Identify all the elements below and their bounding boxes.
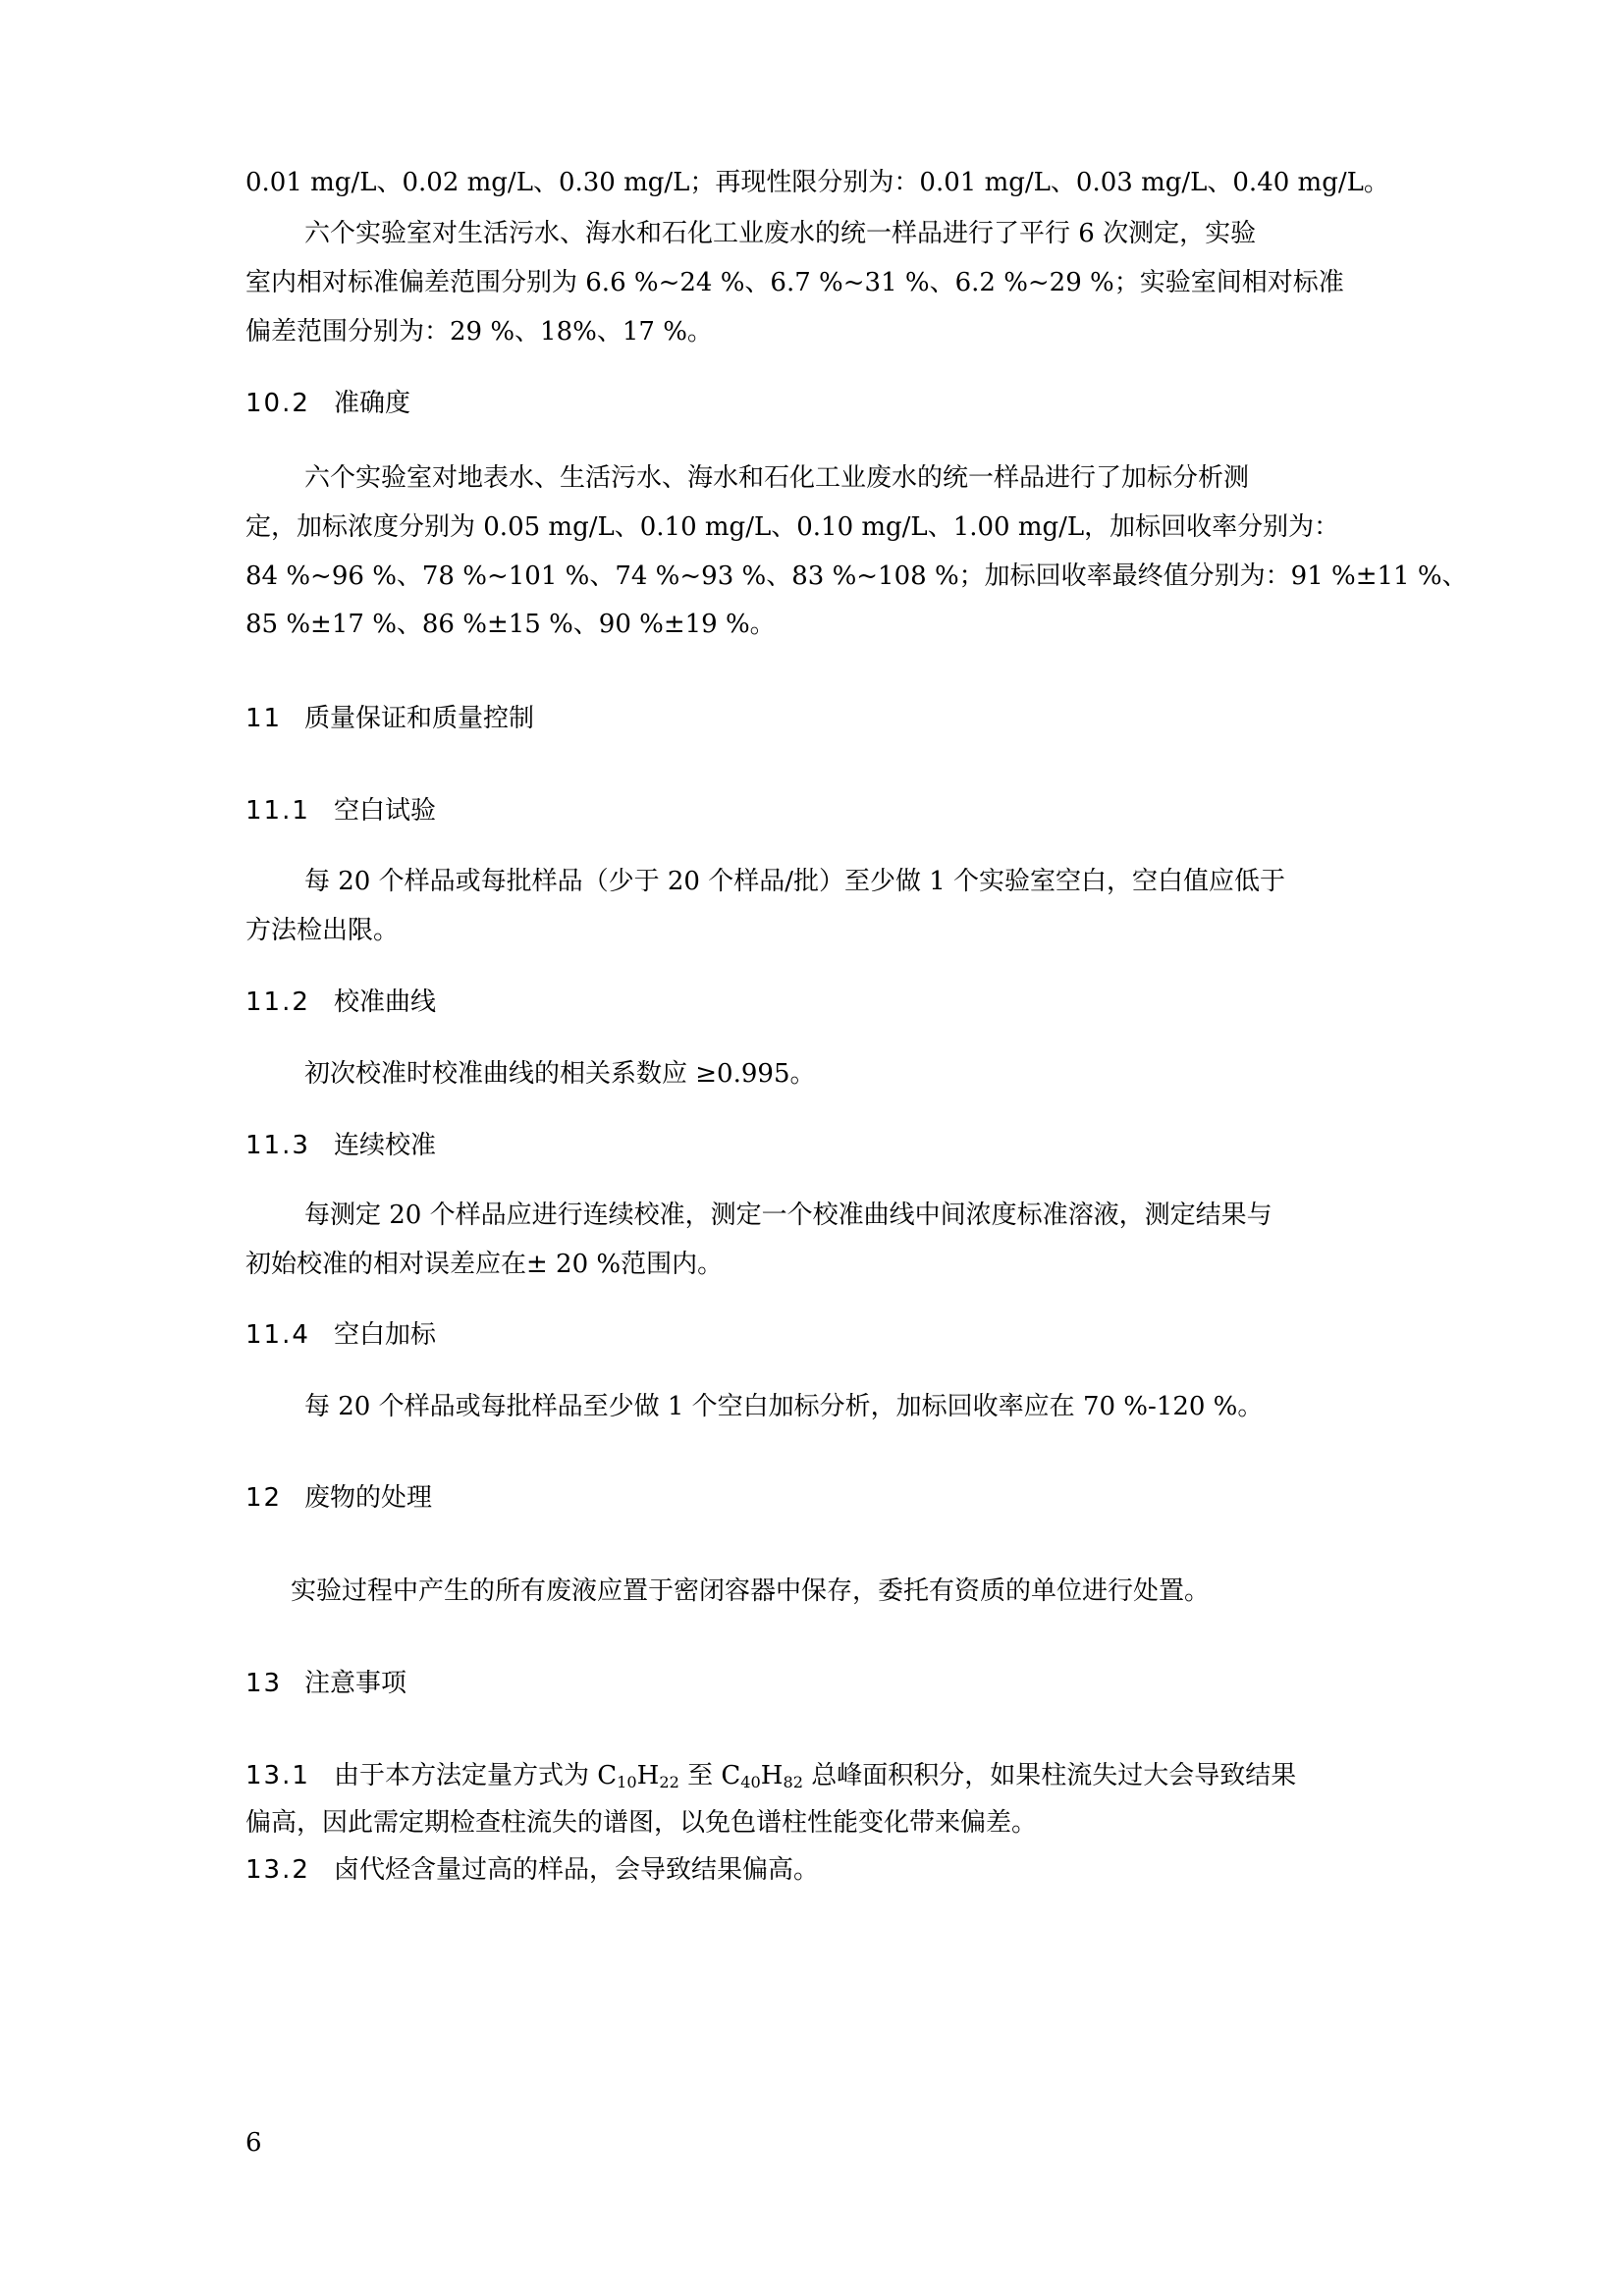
text-line: 定，加标浓度分别为 0.05 mg/L、0.10 mg/L、0.10 mg/L、1.00 mg/L，加标回收率分别为：: [245, 512, 1340, 542]
note-text: 由于本方法定量方式为 C: [334, 1761, 618, 1790]
subscript: 10: [617, 1773, 637, 1792]
section-number: 13: [245, 1669, 283, 1698]
section-number: 12: [245, 1483, 283, 1513]
text-line: 室内相对标准偏差范围分别为 6.6 %~24 %、6.7 %~31 %、6.2 %~29 %；实验室间相对标准: [245, 268, 1344, 297]
text-line: 方法检出限。: [245, 916, 400, 945]
section-title: 校准曲线: [334, 988, 437, 1017]
section-number: 11: [245, 704, 283, 733]
section-number: 11.2: [245, 988, 310, 1017]
section-heading-11-4: [245, 1317, 436, 1353]
note-text: 卤代烃含量过高的样品，会导致结果偏高。: [334, 1855, 820, 1885]
text-line: 六个实验室对生活污水、海水和石化工业废水的统一样品进行了平行 6 次测定，实验: [304, 219, 1257, 248]
subscript: 40: [740, 1773, 761, 1792]
section-number: 10.2: [245, 389, 310, 418]
section-heading-11-1: [245, 793, 436, 828]
note-number: 13.2: [245, 1855, 310, 1885]
text-line: 每 20 个样品或每批样品至少做 1 个空白加标分析，加标回收率应在 70 %-120 %。: [304, 1392, 1264, 1421]
note-number: 13.1: [245, 1761, 310, 1790]
text-line: 0.01 mg/L、0.02 mg/L、0.30 mg/L；再现性限分别为：0.01 mg/L、0.03 mg/L、0.40 mg/L。: [245, 168, 1389, 197]
section-title: 废物的处理: [304, 1483, 433, 1513]
text-line: 每测定 20 个样品应进行连续校准，测定一个校准曲线中间浓度标准溶液，测定结果与: [304, 1201, 1272, 1230]
section-title: 注意事项: [304, 1669, 407, 1698]
text-line: 偏差范围分别为：29 %、18%、17 %。: [245, 317, 713, 347]
section-heading-11-2: [245, 985, 436, 1020]
note-13-2: [245, 1852, 819, 1888]
section-number: 11.3: [245, 1131, 310, 1160]
note-text: 总峰面积积分，如果柱流失过大会导致结果: [802, 1761, 1297, 1790]
subscript: 22: [659, 1773, 679, 1792]
text-line: 实验过程中产生的所有废液应置于密闭容器中保存，委托有资质的单位进行处置。: [291, 1576, 1211, 1606]
text-line: 85 %±17 %、86 %±15 %、90 %±19 %。: [245, 610, 776, 639]
section-number: 11.1: [245, 796, 310, 826]
section-title: 准确度: [334, 389, 411, 418]
note-text: H: [760, 1761, 784, 1790]
text-line: 初始校准的相对误差应在± 20 %范围内。: [245, 1250, 724, 1279]
section-title: 空白加标: [334, 1320, 437, 1350]
section-title: 空白试验: [334, 796, 437, 826]
text-line: 六个实验室对地表水、生活污水、海水和石化工业废水的统一样品进行了加标分析测: [304, 463, 1250, 493]
note-text: H: [636, 1761, 660, 1790]
section-heading-13: [245, 1666, 406, 1701]
text-line: 84 %~96 %、78 %~101 %、74 %~93 %、83 %~108 %；加标回收率最终值分别为：91 %±11 %、: [245, 561, 1468, 591]
note-text: 至 C: [678, 1761, 741, 1790]
section-title: 连续校准: [334, 1131, 437, 1160]
section-heading-12: [245, 1480, 432, 1516]
section-heading-10-2: [245, 386, 410, 421]
section-heading-11: [245, 701, 534, 736]
subscript: 82: [783, 1773, 803, 1792]
text-line: 初次校准时校准曲线的相关系数应 ≥0.995。: [304, 1059, 816, 1089]
text-line: 偏高，因此需定期检查柱流失的谱图，以免色谱柱性能变化带来偏差。: [245, 1808, 1038, 1838]
text-line: 每 20 个样品或每批样品（少于 20 个样品/批）至少做 1 个实验室空白，空白值应低于: [304, 867, 1286, 896]
section-title: 质量保证和质量控制: [304, 704, 535, 733]
section-number: 11.4: [245, 1320, 310, 1350]
page-number: 6: [245, 2128, 262, 2158]
section-heading-11-3: [245, 1128, 436, 1163]
note-13-1: [245, 1758, 1296, 1793]
